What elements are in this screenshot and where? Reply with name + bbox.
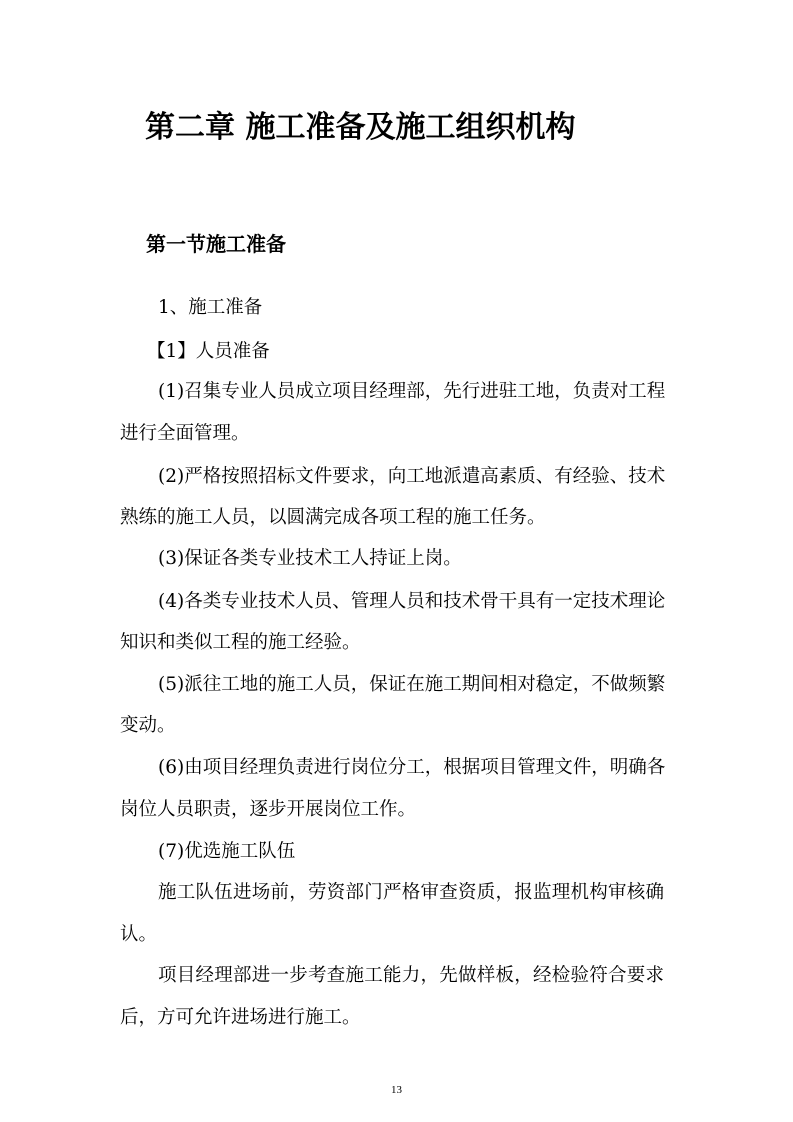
chapter-title: 第二章 施工准备及施工组织机构 xyxy=(145,110,576,145)
paragraph-1-line-1: 施工队伍进场前，劳资部门严格审查资质，报监理机构审核确 xyxy=(158,882,664,903)
item-2-line-2: 熟练的施工人员，以圆满完成各项工程的施工任务。 xyxy=(120,507,546,528)
item-6-line-2: 岗位人员职责，逐步开展岗位工作。 xyxy=(120,799,417,820)
item-1-line-1: (1)召集专业人员成立项目经理部，先行进驻工地，负责对工程 xyxy=(158,381,666,402)
subsubsection-title: 【1】人员准备 xyxy=(147,341,270,362)
item-6-line-1: (6)由项目经理负责进行岗位分工，根据项目管理文件，明确各 xyxy=(158,757,666,778)
page-number: 13 xyxy=(391,1084,402,1096)
section-title: 第一节施工准备 xyxy=(146,232,286,256)
paragraph-2-line-2: 后，方可允许进场进行施工。 xyxy=(120,1007,361,1028)
paragraph-2-line-1: 项目经理部进一步考查施工能力，先做样板，经检验符合要求 xyxy=(158,965,664,986)
item-7-line-1: (7)优选施工队伍 xyxy=(158,841,296,862)
subsection-title: 1、施工准备 xyxy=(158,297,263,318)
item-4-line-2: 知识和类似工程的施工经验。 xyxy=(120,632,361,653)
item-2-line-1: (2)严格按照招标文件要求，向工地派遣高素质、有经验、技术 xyxy=(158,466,666,487)
item-5-line-2: 变动。 xyxy=(120,715,176,736)
item-1-line-2: 进行全面管理。 xyxy=(120,423,250,444)
paragraph-1-line-2: 认。 xyxy=(120,924,158,945)
item-3-line-1: (3)保证各类专业技术工人持证上岗。 xyxy=(158,548,462,569)
item-5-line-1: (5)派往工地的施工人员，保证在施工期间相对稳定，不做频繁 xyxy=(158,674,666,695)
item-4-line-1: (4)各类专业技术人员、管理人员和技术骨干具有一定技术理论 xyxy=(158,591,666,612)
